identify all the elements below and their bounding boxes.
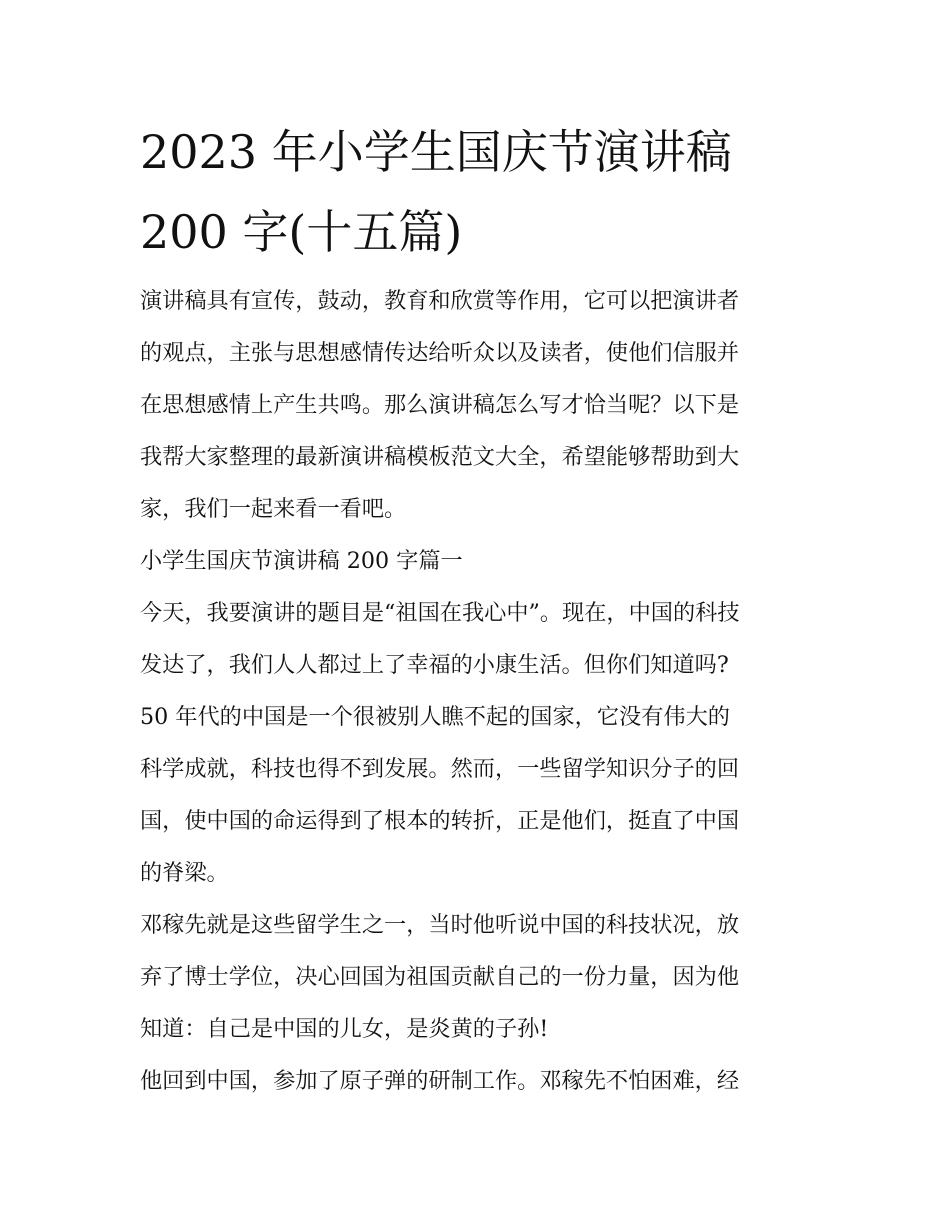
section-heading: 小学生国庆节演讲稿 200 字篇一 bbox=[140, 548, 463, 574]
intro-line-3: 在思想感情上产生共鸣。那么演讲稿怎么写才恰当呢？以下是 bbox=[140, 392, 740, 418]
paragraph-line: 50 年代的中国是一个很被别人瞧不起的国家，它没有伟大的 bbox=[140, 704, 730, 730]
title-line-1: 2023 年小学生国庆节演讲稿 bbox=[140, 125, 732, 179]
paragraph-line: 他回到中国，参加了原子弹的研制工作。邓稼先不怕困难，经 bbox=[140, 1068, 740, 1094]
paragraph-line: 科学成就，科技也得不到发展。然而，一些留学知识分子的回 bbox=[140, 756, 740, 782]
document-body bbox=[140, 278, 812, 1110]
paragraph-line: 弃了博士学位，决心回国为祖国贡献自己的一份力量，因为他 bbox=[140, 964, 740, 990]
paragraph-line: 邓稼先就是这些留学生之一，当时他听说中国的科技状况，放 bbox=[140, 912, 740, 938]
paragraph-line: 国，使中国的命运得到了根本的转折，正是他们，挺直了中国 bbox=[140, 808, 740, 834]
paragraph-line: 发达了，我们人人都过上了幸福的小康生活。但你们知道吗? bbox=[140, 652, 729, 678]
paragraph-line: 的脊梁。 bbox=[140, 860, 229, 886]
paragraph-line: 今天，我要演讲的题目是“祖国在我心中”。现在，中国的科技 bbox=[140, 600, 740, 626]
intro-line-5: 家，我们一起来看一看吧。 bbox=[140, 496, 407, 522]
document-title bbox=[140, 112, 820, 272]
title-line-2: 200 字(十五篇) bbox=[140, 205, 463, 259]
intro-line-2: 的观点，主张与思想感情传达给听众以及读者，使他们信服并 bbox=[140, 340, 740, 366]
paragraph-line: 知道：自己是中国的儿女，是炎黄的子孙! bbox=[140, 1016, 549, 1042]
intro-line-1: 演讲稿具有宣传，鼓动，教育和欣赏等作用，它可以把演讲者 bbox=[140, 288, 740, 314]
intro-line-4: 我帮大家整理的最新演讲稿模板范文大全，希望能够帮助到大 bbox=[140, 444, 740, 470]
